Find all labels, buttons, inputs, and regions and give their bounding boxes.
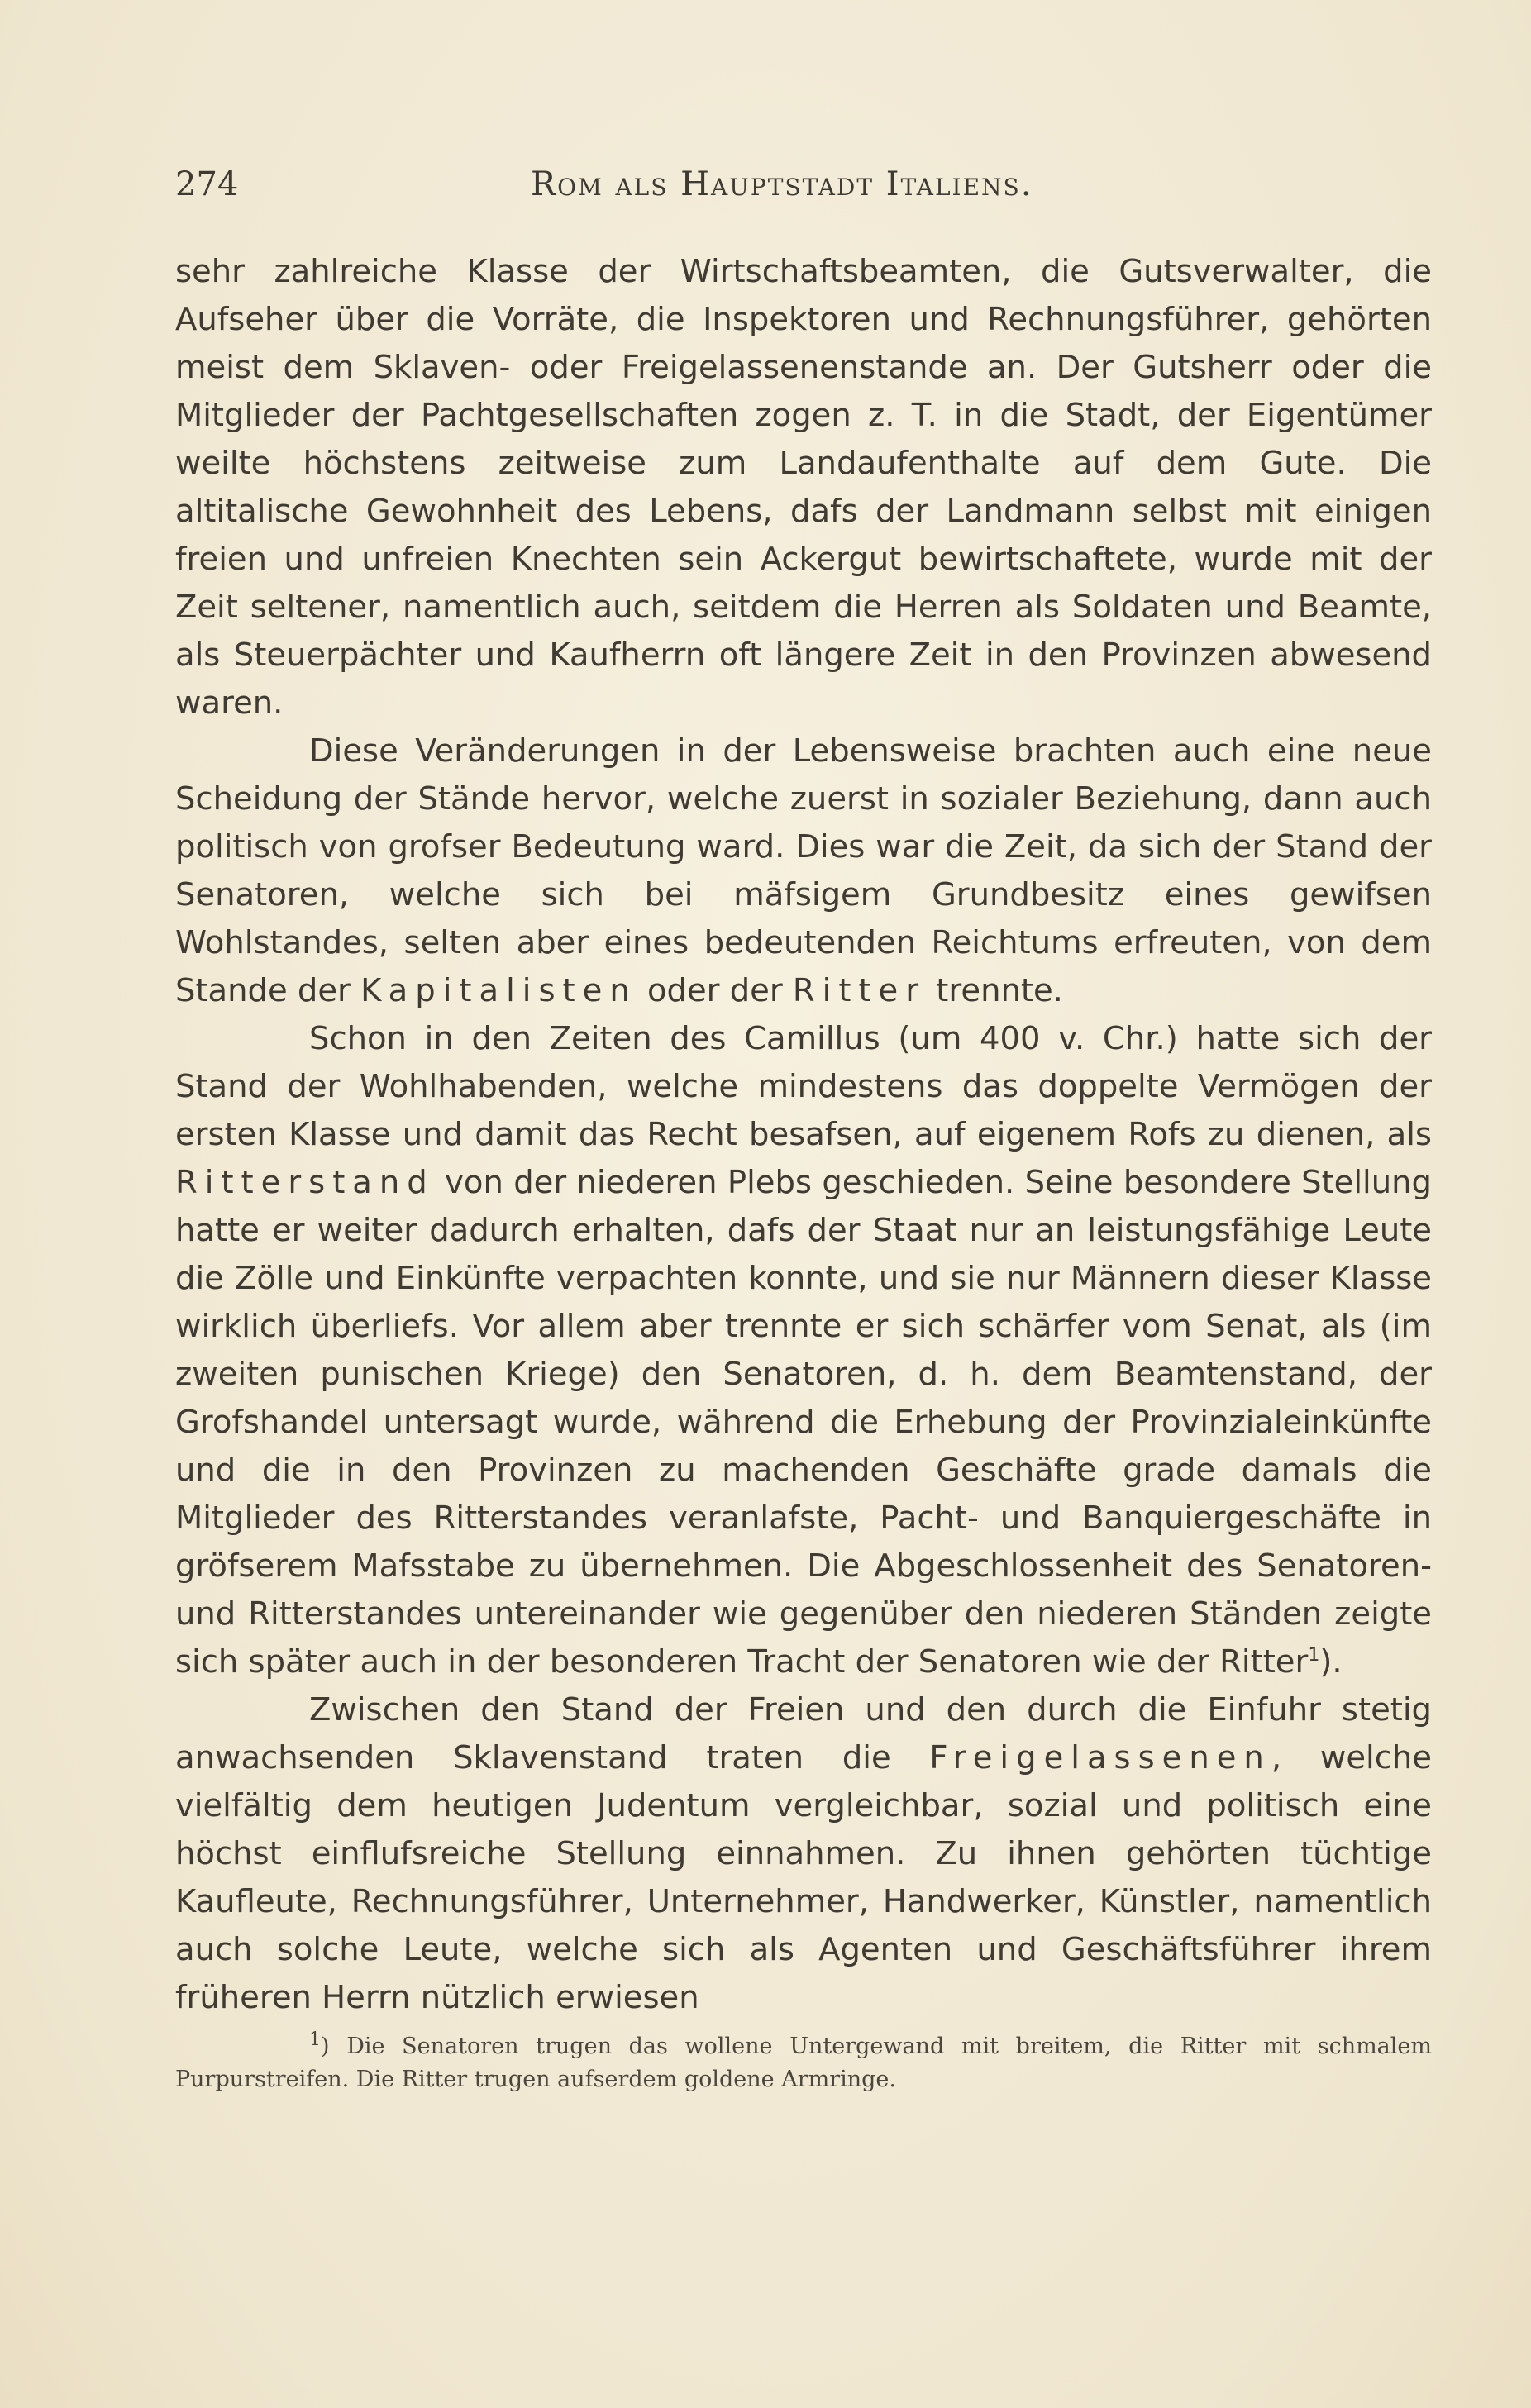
- paragraph-4-text-b: , welche vielfältig dem heutigen Judentum vergleichbar, sozial und politisch eine höchst einflufsreiche Stellung einnahmen. Zu ihnen gehörten tüchtige Kaufleute, Rechnungsführer, Unternehmer, Handwerker, Künstler, namentlich auch solche Leute, welche sich als Agenten und Geschäftsführer ihrem früheren Herrn nützlich erwiesen: [175, 1739, 1432, 2016]
- body-text: [175, 248, 1432, 2022]
- running-title: Rom als Hauptstadt Italiens.: [531, 165, 1033, 203]
- paragraph-3-text-a: Schon in den Zeiten des Camillus (um 400 v. Chr.) hatte sich der Stand der Wohlhabenden, welche mindestens das doppelte Vermögen der ersten Klasse und damit das Recht besafsen, auf eigenem Rofs zu dienen, als: [175, 1020, 1432, 1153]
- footnote-marker: 1: [309, 2029, 321, 2050]
- spaced-term-ritter: Ritter: [792, 972, 927, 1009]
- paragraph-4-text-a: Zwischen den Stand der Freien und den durch die Einfuhr stetig anwachsenden Sklavenstand traten die: [175, 1691, 1432, 1776]
- footnote-text: ) Die Senatoren trugen das wollene Untergewand mit breitem, die Ritter mit schmalem Purpurstreifen. Die Ritter trugen aufserdem goldene Armringe.: [175, 2034, 1432, 2092]
- paragraph-2: [175, 727, 1432, 1015]
- paragraph-1-text: sehr zahlreiche Klasse der Wirtschaftsbeamten, die Gutsverwalter, die Aufseher über die Vorräte, die Inspektoren und Rechnungsführer, gehörten meist dem Sklaven- oder Freigelassenenstande an. Der Gutsherr oder die Mitglieder der Pachtgesellschaften zogen z. T. in die Stadt, der Eigentümer weilte höchstens zeitweise zum Landaufenthalte auf dem Gute. Die altitalische Gewohnheit des Lebens, dafs der Landmann selbst mit einigen freien und unfreien Knechten sein Ackergut bewirtschaftete, wurde mit der Zeit seltener, namentlich auch, seitdem die Herren als Soldaten und Beamte, als Steuerpächter und Kaufherrn oft längere Zeit in den Provinzen abwesend waren.: [175, 253, 1432, 722]
- spaced-term-kapitalisten: Kapitalisten: [360, 972, 637, 1009]
- paragraph-4: [175, 1686, 1432, 2022]
- page-header: [175, 165, 1432, 215]
- paragraph-3-text-b: von der niederen Plebs geschieden. Seine besondere Stellung hatte er weiter dadurch erhalten, dafs der Staat nur an leistungsfähige Leute die Zölle und Einkünfte verpachten konnte, und sie nur Männern dieser Klasse wirklich überliefs. Vor allem aber trennte er sich schärfer vom Senat, als (im zweiten punischen Kriege) den Senatoren, d. h. dem Beamtenstand, der Grofshandel untersagt wurde, während die Erhebung der Provinzialeinkünfte und die in den Provinzen zu machenden Geschäfte grade damals die Mitglieder des Ritterstandes veranlafste, Pacht- und Banquiergeschäfte in gröfserem Mafsstabe zu übernehmen. Die Abgeschlossenheit des Senatoren- und Ritterstandes untereinander wie gegenüber den niederen Ständen zeigte sich später auch in der besonderen Tracht der Senatoren wie der Ritter: [175, 1164, 1432, 1681]
- paragraph-1: [175, 248, 1432, 727]
- paragraph-2-text-b: oder der: [637, 972, 793, 1009]
- paragraph-3: [175, 1015, 1432, 1686]
- footnote-paragraph: [175, 2030, 1432, 2096]
- page-number: 274: [175, 165, 239, 203]
- footnote: [175, 2030, 1432, 2096]
- footnote-reference: 1: [1308, 1645, 1320, 1667]
- spaced-term-freigelassenen: Freigelassenen: [929, 1739, 1271, 1776]
- paragraph-3-text-c: ).: [1319, 1643, 1343, 1681]
- paragraph-2-text-c: trennte.: [926, 972, 1063, 1009]
- paragraph-2-text-a: Diese Veränderungen in der Lebensweise brachten auch eine neue Scheidung der Stände hervor, welche zuerst in sozialer Beziehung, dann auch politisch von grofser Bedeutung ward. Dies war die Zeit, da sich der Stand der Senatoren, welche sich bei mäfsigem Grundbesitz eines gewifsen Wohlstandes, selten aber eines bedeutenden Reichtums erfreuten, von dem Stande der: [175, 732, 1432, 1009]
- spaced-term-ritterstand: Ritterstand: [175, 1164, 435, 1201]
